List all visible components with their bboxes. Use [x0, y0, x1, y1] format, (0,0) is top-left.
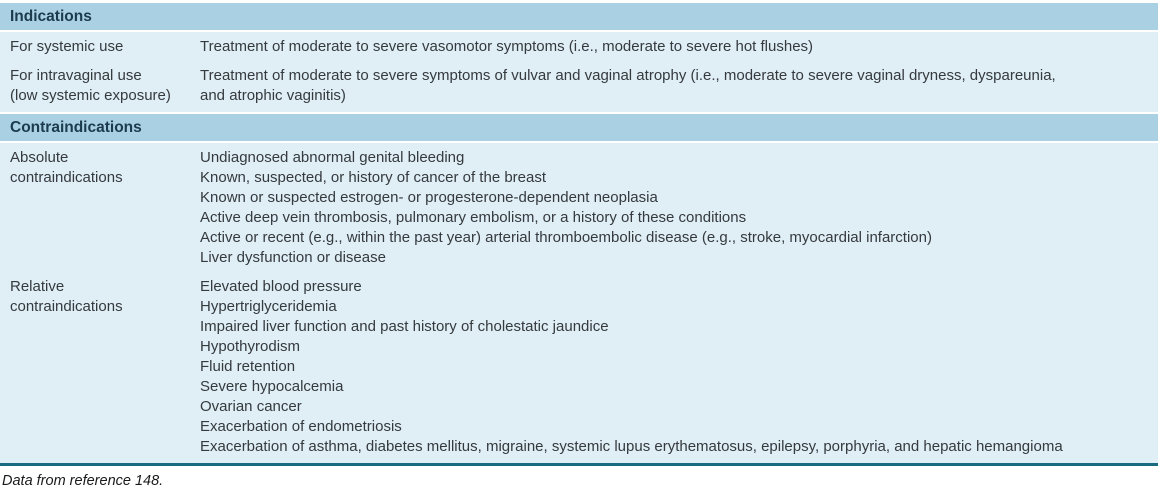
row-label: Relative contraindications	[10, 278, 123, 315]
row-content: Elevated blood pressure Hypertriglyceridemia Impaired liver function and past history of cholestatic jaundice Hypothyrodism Fluid retention Severe hypocalcemia Ovarian cancer Exacerbation of endometriosis Exacerbation of asthma, diabetes mellitus, migraine, systemic lupus erythematosus, epilepsy, porphyria, and hepatic hemangioma	[200, 278, 1063, 455]
table-row-intravaginal-use	[0, 66, 1158, 106]
row-label: For systemic use	[10, 38, 124, 55]
table-footnote: Data from reference 148.	[2, 473, 164, 489]
section-header-contraindications	[0, 112, 1158, 143]
row-content: Undiagnosed abnormal genital bleeding Known, suspected, or history of cancer of the breast Known or suspected estrogen- or progesterone-dependent neoplasia Active deep vein thrombosis, pulmonary embolism, or a history of these conditions Active or recent (e.g., within the past year) arterial thromboembolic disease (e.g., stroke, myocardial infarction) Liver dysfunction or disease	[200, 149, 932, 266]
table-row-relative-contraindications	[0, 277, 1158, 457]
section-header-label: Indications	[10, 8, 92, 25]
row-content: Treatment of moderate to severe vasomotor symptoms (i.e., moderate to severe hot flushes)	[200, 38, 814, 55]
indications-section-body	[0, 32, 1158, 112]
table-row-absolute-contraindications	[0, 148, 1158, 268]
contraindications-section-body	[0, 143, 1158, 463]
row-content: Treatment of moderate to severe symptoms of vulvar and vaginal atrophy (i.e., moderate to severe vaginal dryness, dyspareunia, and atrophic vaginitis)	[200, 67, 1056, 104]
row-label: Absolute contraindications	[10, 149, 123, 186]
section-header-indications	[0, 0, 1158, 32]
row-label: For intravaginal use (low systemic exposure)	[10, 67, 171, 104]
section-header-label: Contraindications	[10, 119, 142, 136]
table-row-systemic-use	[0, 37, 1158, 57]
